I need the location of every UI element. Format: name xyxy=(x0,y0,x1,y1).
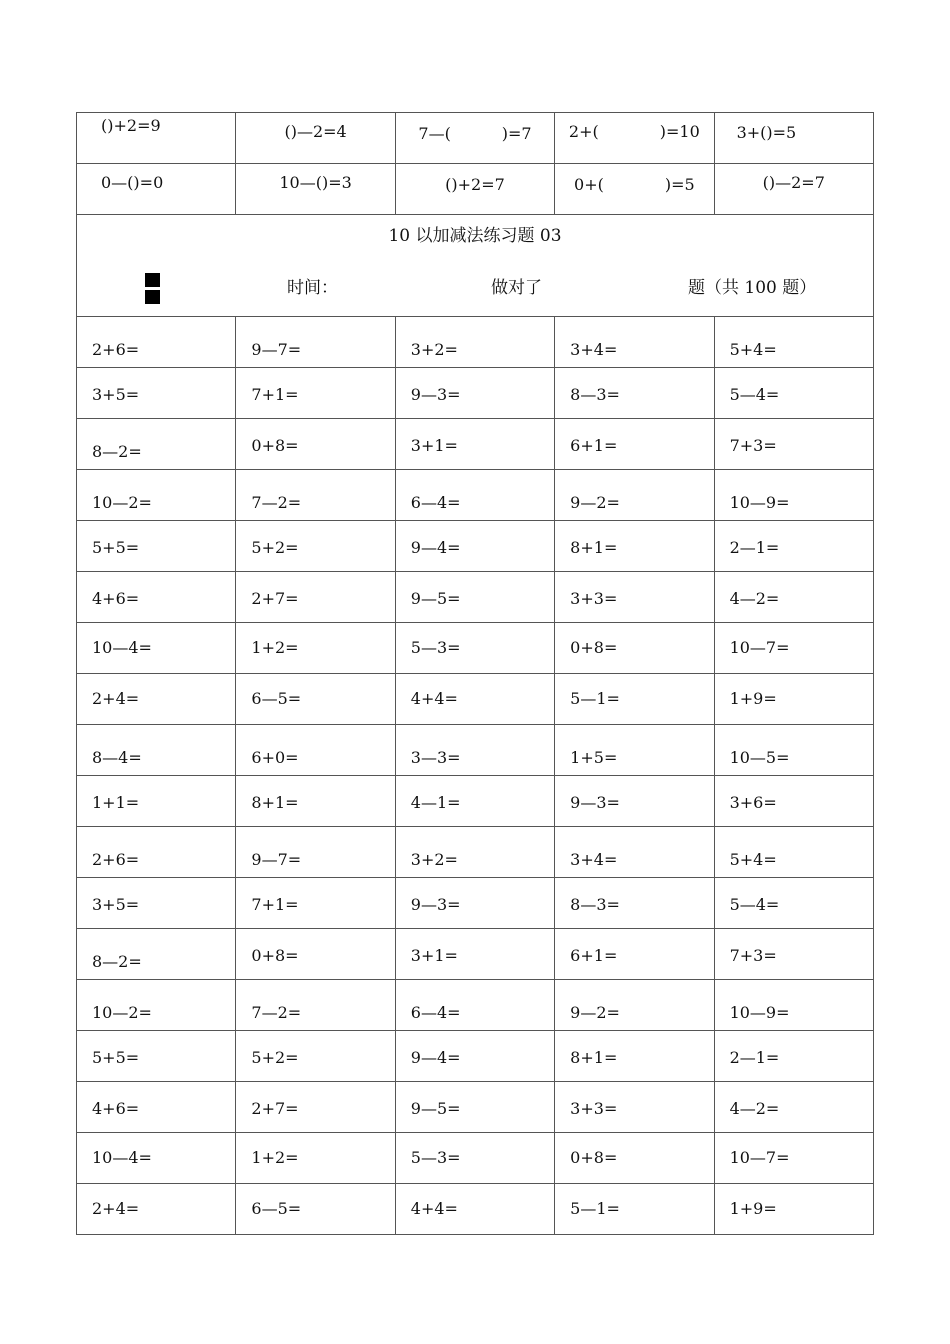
problem-cell xyxy=(395,1184,554,1235)
arithmetic-problem: 10—7= xyxy=(729,638,790,657)
arithmetic-problem: 3+5= xyxy=(92,385,140,404)
arithmetic-problem: 9—5= xyxy=(410,589,461,608)
problem-cell xyxy=(714,929,873,980)
problem-cell xyxy=(236,1184,395,1235)
problem-cell xyxy=(714,572,873,623)
fill-in-cell xyxy=(555,164,714,215)
problem-cell xyxy=(395,572,554,623)
problem-cell xyxy=(236,1133,395,1184)
arithmetic-problem: 7+1= xyxy=(251,385,299,404)
fill-in-row xyxy=(77,113,874,164)
problem-row xyxy=(77,674,874,725)
problem-cell xyxy=(714,1133,873,1184)
arithmetic-problem: 8—3= xyxy=(570,385,620,404)
arithmetic-problem: 5+4= xyxy=(729,340,777,359)
problem-cell xyxy=(236,776,395,827)
problem-cell xyxy=(395,368,554,419)
arithmetic-problem: 9—2= xyxy=(570,493,620,512)
arithmetic-problem: 6—5= xyxy=(251,1199,302,1218)
arithmetic-problem: 7+3= xyxy=(729,436,777,455)
problem-cell xyxy=(714,776,873,827)
problem-cell xyxy=(236,470,395,521)
arithmetic-problem: 10—5= xyxy=(729,748,790,767)
arithmetic-problem: 3+2= xyxy=(410,340,458,359)
arithmetic-problem: 9—4= xyxy=(410,538,461,557)
arithmetic-problem: 4—2= xyxy=(729,589,780,608)
problem-cell xyxy=(236,572,395,623)
problem-cell xyxy=(77,929,236,980)
problem-cell xyxy=(395,878,554,929)
arithmetic-problem: 4+6= xyxy=(92,589,140,608)
arithmetic-problem: 7—2= xyxy=(251,493,302,512)
fill-in-cell xyxy=(714,113,873,164)
arithmetic-problem: 1+1= xyxy=(92,793,140,812)
arithmetic-problem: 3—3= xyxy=(410,748,461,767)
problem-cell xyxy=(555,1031,714,1082)
problem-row xyxy=(77,317,874,368)
problem-cell xyxy=(236,878,395,929)
problem-cell xyxy=(555,317,714,368)
arithmetic-problem: 4—1= xyxy=(410,793,461,812)
arithmetic-problem: 4+6= xyxy=(92,1099,140,1118)
problem-cell xyxy=(77,827,236,878)
problem-cell xyxy=(77,1133,236,1184)
black-marker-icon xyxy=(145,273,161,307)
fill-in-cell xyxy=(395,164,554,215)
problem-cell xyxy=(714,878,873,929)
problem-cell xyxy=(555,725,714,776)
arithmetic-problem: 10—2= xyxy=(92,493,152,512)
arithmetic-problem: 8—2= xyxy=(92,952,142,971)
arithmetic-problem: 5+2= xyxy=(251,1048,299,1067)
problem-cell xyxy=(77,674,236,725)
arithmetic-problem: 9—3= xyxy=(570,793,620,812)
arithmetic-problem: 9—3= xyxy=(410,385,461,404)
arithmetic-problem: 6—4= xyxy=(410,493,461,512)
problem-cell xyxy=(555,1133,714,1184)
fill-in-cell xyxy=(236,113,395,164)
problem-cell xyxy=(236,827,395,878)
problem-cell xyxy=(236,419,395,470)
problem-cell xyxy=(395,827,554,878)
arithmetic-problem: 2+6= xyxy=(92,850,140,869)
arithmetic-problem: 3+5= xyxy=(92,895,140,914)
problem-cell xyxy=(236,980,395,1031)
fill-in-problem: ()—2=4 xyxy=(284,122,347,141)
problem-cell xyxy=(714,368,873,419)
arithmetic-problem: 5+2= xyxy=(251,538,299,557)
arithmetic-problem: 4+4= xyxy=(410,1199,458,1218)
problem-cell xyxy=(236,929,395,980)
arithmetic-problem: 1+5= xyxy=(570,748,618,767)
problem-cell xyxy=(77,725,236,776)
problem-row xyxy=(77,1031,874,1082)
arithmetic-problem: 0+8= xyxy=(251,946,299,965)
arithmetic-problem: 3+1= xyxy=(410,436,458,455)
problem-cell xyxy=(236,368,395,419)
problem-row xyxy=(77,1082,874,1133)
problem-cell xyxy=(555,776,714,827)
problem-cell xyxy=(77,368,236,419)
arithmetic-problem: 4+4= xyxy=(410,689,458,708)
arithmetic-problem: 10—2= xyxy=(92,1003,152,1022)
fill-in-cell xyxy=(395,113,554,164)
problem-cell xyxy=(714,623,873,674)
arithmetic-problem: 7—2= xyxy=(251,1003,302,1022)
arithmetic-problem: 6—5= xyxy=(251,689,302,708)
fill-in-cell xyxy=(714,164,873,215)
problem-cell xyxy=(714,419,873,470)
arithmetic-problem: 9—5= xyxy=(410,1099,461,1118)
problem-cell xyxy=(714,470,873,521)
fill-in-problem: 0+( )=5 xyxy=(574,175,695,194)
arithmetic-problem: 8—3= xyxy=(570,895,620,914)
arithmetic-problem: 3+3= xyxy=(570,589,618,608)
problem-cell xyxy=(555,980,714,1031)
arithmetic-problem: 7+3= xyxy=(729,946,777,965)
problem-cell xyxy=(236,521,395,572)
arithmetic-problem: 0+8= xyxy=(570,638,618,657)
problem-cell xyxy=(395,1082,554,1133)
problem-cell xyxy=(395,521,554,572)
arithmetic-problem: 6+1= xyxy=(570,946,618,965)
problem-cell xyxy=(714,317,873,368)
problem-row xyxy=(77,776,874,827)
problem-row xyxy=(77,623,874,674)
problem-row xyxy=(77,1184,874,1235)
problem-cell xyxy=(236,1031,395,1082)
problem-row xyxy=(77,827,874,878)
fill-in-cell xyxy=(77,113,236,164)
problem-row xyxy=(77,929,874,980)
fill-in-problem: 3+()=5 xyxy=(736,123,797,142)
problem-row xyxy=(77,521,874,572)
problem-row xyxy=(77,419,874,470)
problem-row xyxy=(77,368,874,419)
problem-cell xyxy=(395,1031,554,1082)
problem-cell xyxy=(555,1184,714,1235)
problem-cell xyxy=(395,623,554,674)
problem-cell xyxy=(77,317,236,368)
problem-cell xyxy=(555,1082,714,1133)
problem-cell xyxy=(555,827,714,878)
arithmetic-problem: 1+9= xyxy=(729,1199,777,1218)
worksheet-header-row xyxy=(77,215,874,317)
problem-cell xyxy=(236,674,395,725)
problem-cell xyxy=(555,572,714,623)
arithmetic-problem: 9—4= xyxy=(410,1048,461,1067)
fill-in-problem: ()+2=7 xyxy=(445,175,505,194)
arithmetic-problem: 8+1= xyxy=(570,1048,618,1067)
problem-cell xyxy=(395,929,554,980)
arithmetic-problem: 0+8= xyxy=(570,1148,618,1167)
problem-cell xyxy=(555,368,714,419)
problem-cell xyxy=(395,776,554,827)
problem-cell xyxy=(714,1184,873,1235)
problem-cell xyxy=(77,980,236,1031)
problem-cell xyxy=(714,1082,873,1133)
problem-cell xyxy=(77,878,236,929)
arithmetic-problem: 5+5= xyxy=(92,538,140,557)
problem-cell xyxy=(555,878,714,929)
arithmetic-problem: 10—9= xyxy=(729,1003,790,1022)
arithmetic-problem: 9—7= xyxy=(251,850,302,869)
arithmetic-problem: 5—1= xyxy=(570,689,620,708)
arithmetic-problem: 6+0= xyxy=(251,748,299,767)
problem-cell xyxy=(395,419,554,470)
fill-in-problem: ()—2=7 xyxy=(762,173,825,192)
arithmetic-problem: 8+1= xyxy=(251,793,299,812)
problem-cell xyxy=(77,623,236,674)
arithmetic-problem: 1+9= xyxy=(729,689,777,708)
problem-cell xyxy=(714,827,873,878)
fill-in-cell xyxy=(236,164,395,215)
fill-in-problem: 0—()=0 xyxy=(101,173,164,192)
arithmetic-problem: 1+2= xyxy=(251,638,299,657)
arithmetic-problem: 3+1= xyxy=(410,946,458,965)
arithmetic-problem: 8—4= xyxy=(92,748,142,767)
problem-row xyxy=(77,878,874,929)
problem-cell xyxy=(555,623,714,674)
problem-cell xyxy=(77,776,236,827)
problem-cell xyxy=(77,572,236,623)
arithmetic-problem: 10—4= xyxy=(92,638,152,657)
arithmetic-problem: 2+4= xyxy=(92,1199,140,1218)
problem-cell xyxy=(555,674,714,725)
arithmetic-problem: 9—2= xyxy=(570,1003,620,1022)
arithmetic-problem: 6—4= xyxy=(410,1003,461,1022)
arithmetic-problem: 10—4= xyxy=(92,1148,152,1167)
problem-row xyxy=(77,1133,874,1184)
correct-count-label: 做对了 xyxy=(491,278,542,298)
arithmetic-problem: 2+7= xyxy=(251,1099,299,1118)
fill-in-problem: 2+( )=10 xyxy=(568,122,700,141)
problem-cell xyxy=(77,1082,236,1133)
arithmetic-problem: 5—3= xyxy=(410,1148,461,1167)
arithmetic-problem: 5—3= xyxy=(410,638,461,657)
arithmetic-problem: 2—1= xyxy=(729,1048,780,1067)
arithmetic-problem: 6+1= xyxy=(570,436,618,455)
fill-in-row xyxy=(77,164,874,215)
arithmetic-problem: 2+7= xyxy=(251,589,299,608)
arithmetic-problem: 5—4= xyxy=(729,385,780,404)
problem-cell xyxy=(77,419,236,470)
arithmetic-problem: 3+4= xyxy=(570,340,618,359)
problem-cell xyxy=(395,317,554,368)
arithmetic-problem: 9—3= xyxy=(410,895,461,914)
problem-cell xyxy=(236,623,395,674)
time-label: 时间： xyxy=(287,278,338,298)
arithmetic-problem: 3+3= xyxy=(570,1099,618,1118)
fill-in-problem: 10—()=3 xyxy=(279,173,352,192)
arithmetic-problem: 5+5= xyxy=(92,1048,140,1067)
arithmetic-problem: 5+4= xyxy=(729,850,777,869)
arithmetic-problem: 10—7= xyxy=(729,1148,790,1167)
problem-cell xyxy=(714,725,873,776)
arithmetic-problem: 8+1= xyxy=(570,538,618,557)
problem-cell xyxy=(77,521,236,572)
problem-row xyxy=(77,980,874,1031)
arithmetic-problem: 3+2= xyxy=(410,850,458,869)
arithmetic-problem: 5—1= xyxy=(570,1199,620,1218)
problem-cell xyxy=(236,1082,395,1133)
arithmetic-problem: 0+8= xyxy=(251,436,299,455)
problem-cell xyxy=(714,1031,873,1082)
problem-cell xyxy=(555,521,714,572)
arithmetic-problem: 10—9= xyxy=(729,493,790,512)
worksheet-title: 10 以加减法练习题 03 xyxy=(388,226,562,246)
arithmetic-problem: 2+6= xyxy=(92,340,140,359)
problem-cell xyxy=(714,674,873,725)
problem-row xyxy=(77,725,874,776)
problem-cell xyxy=(77,1031,236,1082)
worksheet-header xyxy=(77,215,874,317)
problem-cell xyxy=(77,470,236,521)
marker-block xyxy=(145,273,160,287)
problem-cell xyxy=(395,470,554,521)
problem-cell xyxy=(555,470,714,521)
arithmetic-problem: 1+2= xyxy=(251,1148,299,1167)
arithmetic-problem: 3+6= xyxy=(729,793,777,812)
problem-cell xyxy=(236,725,395,776)
problem-cell xyxy=(714,980,873,1031)
arithmetic-problem: 9—7= xyxy=(251,340,302,359)
problem-row xyxy=(77,470,874,521)
problem-cell xyxy=(714,521,873,572)
worksheet-table xyxy=(76,112,874,1235)
fill-in-problem: ()+2=9 xyxy=(101,116,161,135)
problem-cell xyxy=(555,419,714,470)
arithmetic-problem: 5—4= xyxy=(729,895,780,914)
problem-cell xyxy=(555,929,714,980)
fill-in-cell xyxy=(77,164,236,215)
fill-in-cell xyxy=(555,113,714,164)
arithmetic-problem: 3+4= xyxy=(570,850,618,869)
arithmetic-problem: 2—1= xyxy=(729,538,780,557)
problem-grid xyxy=(77,317,874,1235)
problem-cell xyxy=(395,980,554,1031)
problem-cell xyxy=(236,317,395,368)
total-count-label: 题（共 100 题） xyxy=(688,278,817,298)
problem-cell xyxy=(395,725,554,776)
problem-cell xyxy=(395,674,554,725)
fill-in-problem: 7—( )=7 xyxy=(418,124,532,143)
problem-row xyxy=(77,572,874,623)
problem-cell xyxy=(77,1184,236,1235)
arithmetic-problem: 7+1= xyxy=(251,895,299,914)
problem-cell xyxy=(395,1133,554,1184)
marker-block xyxy=(145,290,160,304)
arithmetic-problem: 2+4= xyxy=(92,689,140,708)
arithmetic-problem: 8—2= xyxy=(92,442,142,461)
arithmetic-problem: 4—2= xyxy=(729,1099,780,1118)
